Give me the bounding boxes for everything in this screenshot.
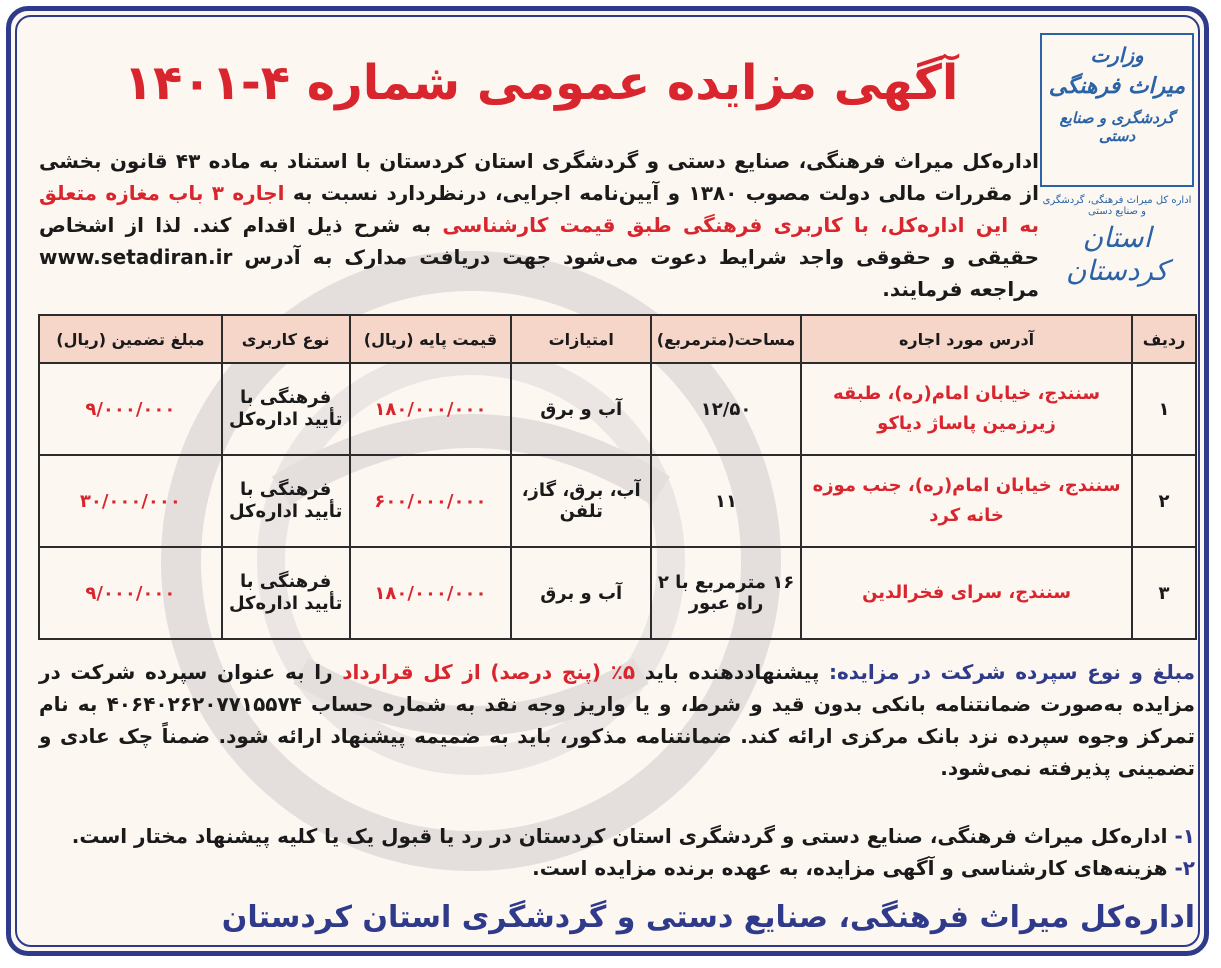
cell-address: سنندج، سرای فخرالدین xyxy=(801,547,1132,639)
cell-usage: فرهنگی با تأیید اداره‌کل xyxy=(222,455,350,547)
intro-paragraph xyxy=(39,145,1039,305)
cell-deposit: ۳۰/۰۰۰/۰۰۰ xyxy=(39,455,222,547)
cell-row-number: ۱ xyxy=(1132,363,1196,455)
footer-organization: اداره‌کل میراث فرهنگی، صنایع دستی و گردشگری استان کردستان xyxy=(221,900,1195,935)
notice-title: آگهی مزایده عمومی شماره ۴-۱۴۰۱ xyxy=(123,55,959,111)
table-row xyxy=(39,363,1196,455)
intro-part2: به شرح ذیل اقدام کند. لذا از اشخاص حقیقی و حقوقی واجد شرایط دعوت می‌شود جهت دریافت مدارک به آدرس www.setadiran.ir مراجعه فرمایند. xyxy=(39,213,1039,301)
logo-province: استان کردستان xyxy=(1065,221,1169,287)
notice-frame xyxy=(6,6,1209,956)
deposit-text1: پیشنهاددهنده باید xyxy=(635,660,829,684)
cell-row-number: ۳ xyxy=(1132,547,1196,639)
table-row xyxy=(39,455,1196,547)
note-1-text: اداره‌کل میراث فرهنگی، صنایع دستی و گردشگری استان کردستان در رد یا قبول یک یا کلیه پیشنهاد مختار است. xyxy=(71,824,1175,848)
cell-utilities: آب، برق، گاز، تلفن xyxy=(511,455,651,547)
note-2 xyxy=(39,852,1195,884)
note-1-number: ۱- xyxy=(1174,824,1195,848)
header-usage: نوع کاربری xyxy=(222,315,350,363)
logo-line-2: میراث فرهنگی xyxy=(1048,73,1186,99)
cell-base-price: ۱۸۰/۰۰۰/۰۰۰ xyxy=(350,363,512,455)
cell-deposit: ۹/۰۰۰/۰۰۰ xyxy=(39,547,222,639)
cell-usage: فرهنگی با تأیید اداره‌کل xyxy=(222,363,350,455)
cell-area: ۱۱ xyxy=(651,455,801,547)
cell-area: ۱۶ مترمربع با ۲ راه عبور xyxy=(651,547,801,639)
header-area: مساحت(مترمربع) xyxy=(651,315,801,363)
logo-subtitle: اداره کل میراث فرهنگی، گردشگری و صنایع دستی xyxy=(1042,195,1192,217)
cell-row-number: ۲ xyxy=(1132,455,1196,547)
cell-address: سنندج، خیابان امام(ره)، طبقه زیرزمین پاساژ دیاکو xyxy=(801,363,1132,455)
note-2-number: ۲- xyxy=(1174,856,1195,880)
cell-address: سنندج، خیابان امام(ره)، جنب موزه خانه کرد xyxy=(801,455,1132,547)
lease-items-table xyxy=(38,314,1197,640)
header-address: آدرس مورد اجاره xyxy=(801,315,1132,363)
deposit-paragraph xyxy=(39,656,1195,784)
cell-utilities: آب و برق xyxy=(511,363,651,455)
deposit-label: مبلغ و نوع سپرده شرکت در مزایده: xyxy=(829,660,1196,684)
note-2-text: هزینه‌های کارشناسی و آگهی مزایده، به عهده برنده مزایده است. xyxy=(532,856,1175,880)
cell-usage: فرهنگی با تأیید اداره‌کل xyxy=(222,547,350,639)
logo-line-1: وزارت xyxy=(1090,43,1144,67)
intro-highlight: اجاره ۳ باب مغازه متعلق به این اداره‌کل، با کاربری فرهنگی طبق قیمت کارشناسی xyxy=(39,181,1039,237)
header-row-number: ردیف xyxy=(1132,315,1196,363)
logo-calligraphy-box xyxy=(1040,33,1194,187)
intro-part1: اداره‌کل میراث فرهنگی، صنایع دستی و گردشگری استان کردستان با استناد به ماده ۴۳ قانون بخشی از مقررات مالی دولت مصوب ۱۳۸۰ و آیین‌نامه اجرایی، درنظردارد نسبت به xyxy=(39,149,1039,205)
cell-base-price: ۶۰۰/۰۰۰/۰۰۰ xyxy=(350,455,512,547)
header-base-price: قیمت پایه (ریال) xyxy=(350,315,512,363)
ministry-logo xyxy=(1040,33,1194,285)
table-row xyxy=(39,547,1196,639)
deposit-text2: را به عنوان سپرده شرکت در مزایده به‌صورت ضمانتنامه بانکی بدون قید و شرط، و یا واریز وجه نقد به شماره حساب ۴۰۶۴۰۲۶۲۰۷۷۱۵۵۷۴ به نام تمرکز وجوه سپرده نزد بانک مرکزی ارائه کند. ضمانتنامه مذکور، باید به ضمیمه پیشنهاد ارائه شود. ضمناً چک عادی و تضمینی پذیرفته نمی‌شود. xyxy=(39,660,1195,780)
cell-deposit: ۹/۰۰۰/۰۰۰ xyxy=(39,363,222,455)
note-1 xyxy=(39,820,1195,852)
header-utilities: امتیازات xyxy=(511,315,651,363)
cell-area: ۱۲/۵۰ xyxy=(651,363,801,455)
header-deposit: مبلغ تضمین (ریال) xyxy=(39,315,222,363)
cell-utilities: آب و برق xyxy=(511,547,651,639)
deposit-percent: ۵٪ (پنج درصد) از کل قرارداد xyxy=(342,660,636,684)
table-header-row xyxy=(39,315,1196,363)
logo-line-3: گردشگری و صنایع دستی xyxy=(1059,109,1175,146)
cell-base-price: ۱۸۰/۰۰۰/۰۰۰ xyxy=(350,547,512,639)
